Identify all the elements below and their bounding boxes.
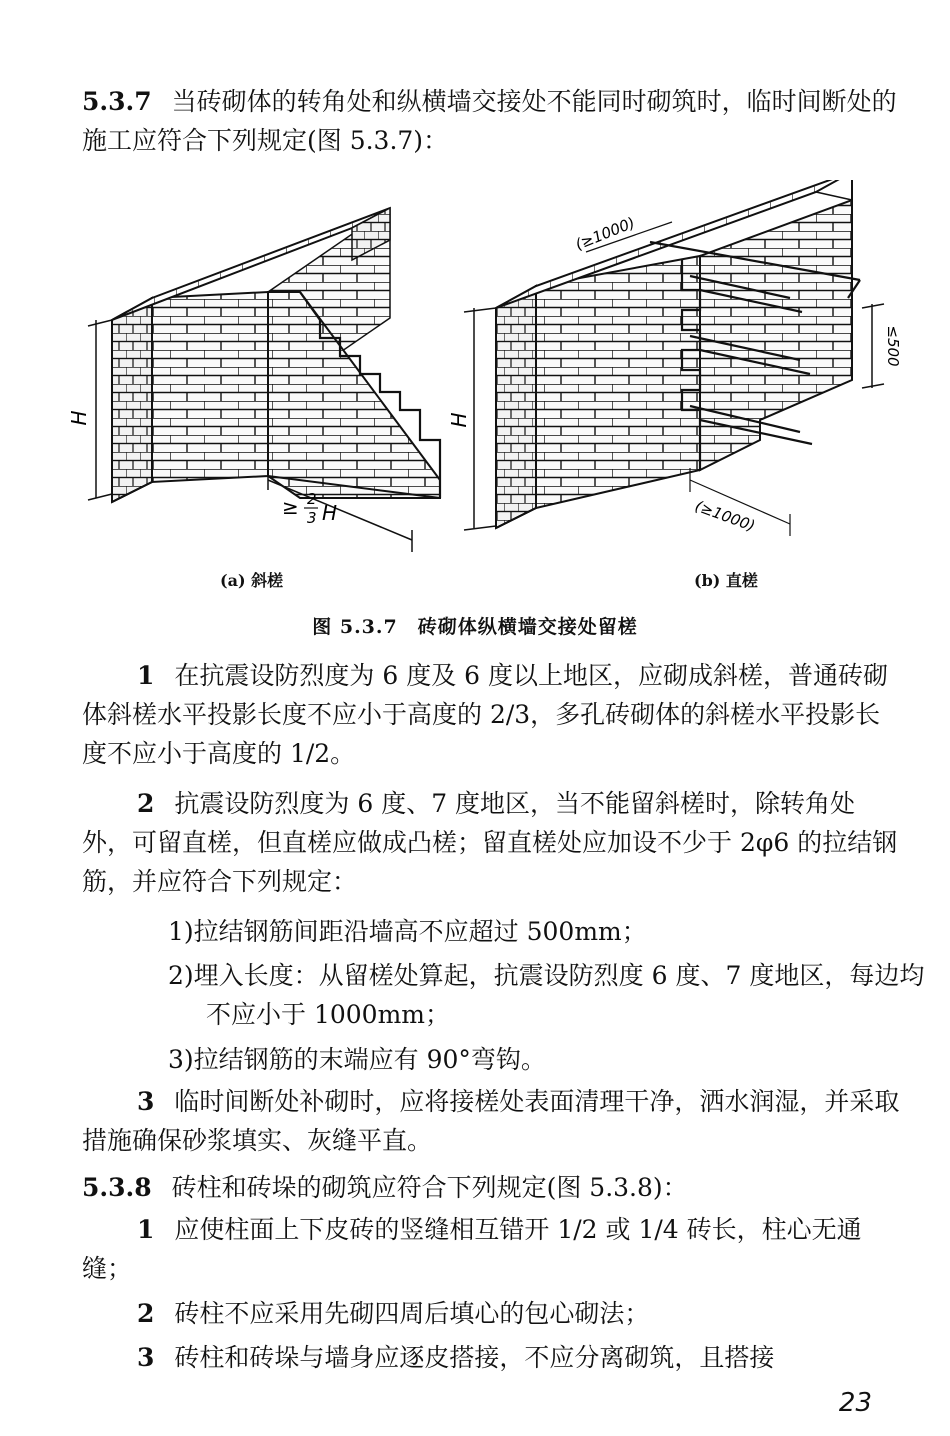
item-text: 抗震设防烈度为 6 度、7 度地区，当不能留斜槎时，除转角处外，可留直槎，但直槎应做成凸槎；留直槎处应加设不少于 2φ6 的拉结钢筋，并应符合下列规定： bbox=[82, 789, 898, 896]
caption-b: (b) 直槎 bbox=[694, 571, 758, 590]
item-text: 砖柱和砖垛与墙身应逐皮搭接，不应分离砌筑，且搭接 bbox=[174, 1343, 775, 1372]
item-538-3 bbox=[82, 1338, 902, 1377]
item-number: 1 bbox=[137, 1215, 155, 1244]
item-text: 临时间断处补砌时，应将接槎处表面清理干净，洒水润湿，并采取措施确保砂浆填实、灰缝平直。 bbox=[82, 1087, 900, 1155]
section-5-3-7 bbox=[82, 82, 902, 160]
item-number: 3 bbox=[137, 1343, 155, 1372]
item-538-1 bbox=[82, 1210, 902, 1288]
dimension-bottom-length bbox=[690, 468, 790, 536]
item-text: 应使柱面上下皮砖的竖缝相互错开 1/2 或 1/4 砖长，柱心无通缝； bbox=[82, 1215, 862, 1283]
dimension-height-left bbox=[67, 320, 112, 500]
sub-item-1: 1)拉结钢筋间距沿墙高不应超过 500mm； bbox=[168, 917, 647, 946]
dimension-height-right bbox=[447, 308, 496, 530]
item-number: 1 bbox=[137, 661, 155, 690]
raked-toothing-wall bbox=[112, 208, 440, 502]
item-537-1 bbox=[82, 656, 902, 773]
sub-item-3: 3)拉结钢筋的末端应有 90°弯钩。 bbox=[168, 1045, 546, 1074]
section-number: 5.3.7 bbox=[82, 87, 152, 116]
item-number: 3 bbox=[137, 1087, 155, 1116]
item-537-2 bbox=[82, 784, 902, 901]
section-text: 当砖砌体的转角处和纵横墙交接处不能同时砌筑时，临时间断处的施工应符合下列规定(图 5.3.7)： bbox=[82, 87, 897, 155]
height-label-left: H bbox=[67, 410, 91, 426]
ratio-numerator: 2 bbox=[307, 490, 317, 508]
bottom-length-label: (≥1000) bbox=[692, 496, 758, 536]
figure-5-3-7 bbox=[0, 180, 950, 600]
top-length-label: (≥1000) bbox=[572, 213, 638, 254]
dimension-spacing bbox=[862, 304, 902, 388]
sub-item-2: 2)埋入长度：从留槎处算起，抗震设防烈度 6 度、7 度地区，每边均不应小于 1000mm； bbox=[168, 961, 925, 1029]
section-5-3-8 bbox=[82, 1168, 902, 1207]
item-text: 在抗震设防烈度为 6 度及 6 度以上地区，应砌成斜槎，普通砖砌体斜槎水平投影长度不应小于高度的 2/3，多孔砖砌体的斜槎水平投影长度不应小于高度的 1/2。 bbox=[82, 661, 889, 768]
item-538-2 bbox=[82, 1294, 902, 1333]
height-label-right: H bbox=[447, 412, 471, 428]
ratio-denominator: 3 bbox=[307, 509, 317, 527]
figure-caption: 图 5.3.7 砖砌体纵横墙交接处留槎 bbox=[312, 616, 638, 638]
page-number: 23 bbox=[838, 1388, 872, 1418]
spacing-label: ≤500 bbox=[884, 325, 902, 367]
section-text: 砖柱和砖垛的砌筑应符合下列规定(图 5.3.8)： bbox=[171, 1173, 688, 1202]
caption-a: (a) 斜槎 bbox=[220, 571, 284, 590]
item-number: 2 bbox=[137, 1299, 155, 1328]
ratio-variable: H bbox=[322, 501, 338, 525]
item-537-3 bbox=[82, 1082, 902, 1160]
item-text: 砖柱不应采用先砌四周后填心的包心砌法； bbox=[174, 1299, 650, 1328]
ratio-prefix: ≥ bbox=[282, 495, 299, 519]
section-number: 5.3.8 bbox=[82, 1173, 152, 1202]
item-number: 2 bbox=[137, 789, 155, 818]
straight-toothing-wall bbox=[496, 180, 860, 528]
